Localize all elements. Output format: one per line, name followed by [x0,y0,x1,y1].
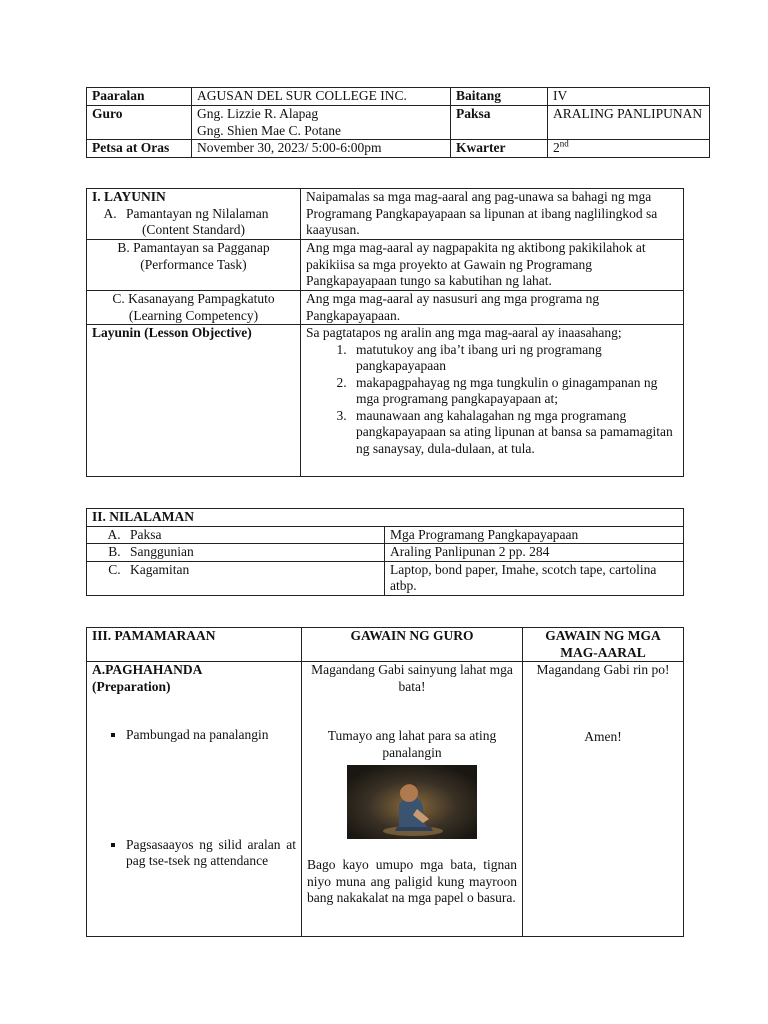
objectives-table [86,188,684,477]
content-label-cell [87,561,385,595]
lesson-objective-label: Layunin (Lesson Objective) [87,325,301,477]
content-standard-label: A. Pamantayan ng Nilalaman [120,206,295,223]
student-column-header: GAWAIN NG MGA MAG-AARAL [523,628,684,662]
prayer-list [92,727,296,744]
teacher-label: Guro [87,106,192,140]
content-label: C. Kagamitan [124,562,379,579]
lesson-item: 1. matutukoy ang iba’t ibang uri ng programang pangkapayapaan [350,342,678,375]
performance-en: (Performance Task) [140,256,247,272]
arrange-teacher: Bago kayo umupo mga bata, tignan niyo muna ang paligid kung mayroon bang nakakalat na mga papel o basura. [307,857,517,905]
quarter-number: 2 [553,140,560,155]
content-value: Araling Panlipunan 2 pp. 284 [385,544,684,562]
preparation-cell [87,662,302,937]
praying-child-image [347,765,477,839]
lesson-objective-list [306,342,678,458]
content-value: Mga Programang Pangkapayapaan [385,526,684,544]
grade-value: IV [548,88,710,106]
greeting-student: Magandang Gabi rin po! [536,662,670,677]
lesson-objective-cell [301,325,684,477]
content-label: B. Sanggunian [124,544,379,561]
procedure-table [86,627,684,937]
teacher-activity-cell [302,662,523,937]
prayer-label: ▪ Pambungad na panalangin [126,727,296,744]
content-table [86,508,684,596]
content-standard-en: (Content Standard) [141,222,246,237]
competency-en: (Learning Competency) [128,307,259,323]
objectives-title: I. LAYUNIN [92,189,166,204]
content-label-cell [87,544,385,562]
content-standard-text: Naipamalas sa mga mag-aaral ang pag-unawa sa bahagi ng mga Programang Pangkapayapaan sa lipunan at ibang naglilingkod sa kaayusan. [301,189,684,240]
subject-value: ARALING PANLIPUNAN [548,106,710,140]
competency-text: Ang mga mag-aaral ay nasusuri ang mga programa ng Pangkapayapaan. [301,291,684,325]
content-label: A. Paksa [124,527,379,544]
praying-child-illustration [347,765,477,839]
student-activity-cell [523,662,684,937]
objectives-label-cell [87,189,301,240]
date-value: November 30, 2023/ 5:00-6:00pm [192,140,451,158]
header-table [86,87,710,158]
subject-label: Paksa [451,106,548,140]
school-value: AGUSAN DEL SUR COLLEGE INC. [192,88,451,106]
greeting-teacher: Magandang Gabi sainyung lahat mga bata! [311,662,513,694]
prayer-teacher: Tumayo ang lahat para sa ating panalangin [327,728,497,760]
arrange-list [92,837,296,870]
teacher-column-header: GAWAIN NG GURO [302,628,523,662]
teacher-value [192,106,451,140]
school-label: Paaralan [87,88,192,106]
content-standard-list [92,206,295,223]
content-value: Laptop, bond paper, Imahe, scotch tape, cartolina atbp. [385,561,684,595]
prayer-student: Amen! [584,728,622,744]
content-label-cell [87,526,385,544]
teacher-1: Gng. Lizzie R. Alapag [197,106,319,121]
competency-label-cell [87,291,301,325]
quarter-suffix: nd [559,138,569,149]
date-label: Petsa at Oras [87,140,192,158]
performance-text: Ang mga mag-aaral ay nagpapakita ng aktibong pakikilahok at pakikiisa sa mga proyekto at Gawain ng Programang Pangkapayapaan tungo sa kabutihan ng lahat. [301,240,684,291]
lesson-item: 2. makapagpahayag ng mga tungkulin o ginagampanan ng mga programang pangkapayapaan at; [350,375,678,408]
preparation-title: A.PAGHAHANDA [92,662,203,677]
teacher-2: Gng. Shien Mae C. Potane [197,122,341,138]
lesson-intro: Sa pagtatapos ng aralin ang mga mag-aaral ay inaasahang; [306,325,622,340]
performance-label: B. Pamantayan sa Pagganap [117,240,270,255]
grade-label: Baitang [451,88,548,106]
competency-label: C. Kasanayang Pampagkatuto [112,291,275,306]
content-title: II. NILALAMAN [87,509,684,527]
lesson-item: 3. maunawaan ang kahalagahan ng mga programang pangkapayapaan sa ating lipunan at bansa sa pamamagitan ng sanaysay, dula-dulaan, at tula. [350,408,678,458]
performance-label-cell [87,240,301,291]
arrange-label: ▪ Pagsasaayos ng silid aralan at pag tse-tsek ng attendance [126,837,296,870]
quarter-label: Kwarter [451,140,548,158]
preparation-en: (Preparation) [92,678,171,694]
quarter-value [548,140,710,158]
procedure-title: III. PAMAMARAAN [87,628,302,662]
